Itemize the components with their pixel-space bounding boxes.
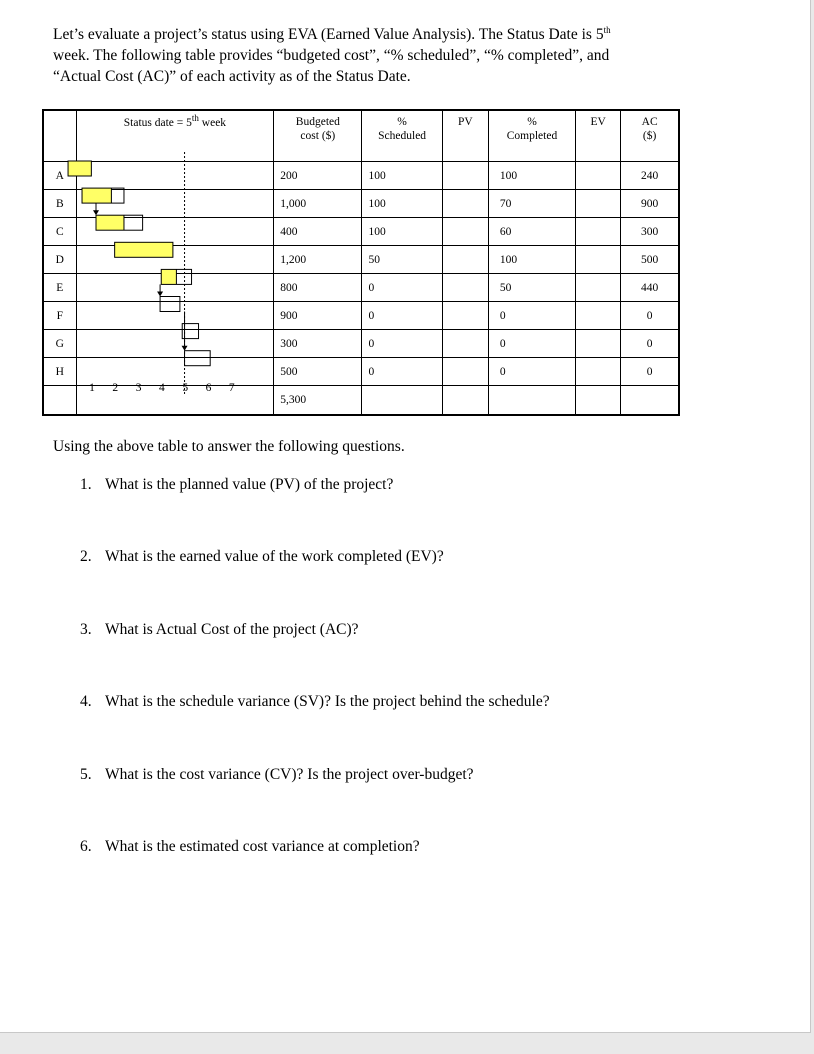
- table-row: [43, 302, 679, 330]
- intro-line-1: Let’s evaluate a project’s status using EVA (Earned Value Analysis). The Status Date is 5th: [53, 24, 611, 43]
- completed-cell: 70: [488, 190, 575, 218]
- budget-cell: 1,200: [274, 246, 362, 274]
- week-label-6: 6: [205, 382, 212, 394]
- week-label-5: 5: [182, 382, 189, 394]
- completed-cell: 0: [488, 330, 575, 358]
- ev-cell: [576, 246, 621, 274]
- completed-cell: 100: [488, 246, 575, 274]
- question-4: 4. What is the schedule variance (SV)? Is the project behind the schedule?: [80, 693, 550, 710]
- header-pv: PV: [442, 110, 488, 162]
- activity-label: F: [43, 302, 76, 330]
- scheduled-cell: 0: [362, 330, 442, 358]
- budget-cell: 900: [274, 302, 362, 330]
- header-ac: AC ($): [621, 110, 679, 162]
- completed-cell: 50: [488, 274, 575, 302]
- completed-cell: 0: [488, 358, 575, 386]
- gantt-cell: [76, 330, 274, 358]
- ac-cell: 900: [621, 190, 679, 218]
- ev-cell: [576, 302, 621, 330]
- activity-label: A: [43, 162, 76, 190]
- pv-cell: [442, 190, 488, 218]
- table-row: [43, 358, 679, 386]
- total-ac-cell: [621, 386, 679, 416]
- pv-cell: [442, 302, 488, 330]
- budget-cell: 500: [274, 358, 362, 386]
- question-5: 5. What is the cost variance (CV)? Is the project over-budget?: [80, 766, 474, 783]
- total-scheduled-cell: [362, 386, 442, 416]
- scheduled-cell: 100: [362, 190, 442, 218]
- intro-line-3: “Actual Cost (AC)” of each activity as of the Status Date.: [53, 68, 411, 85]
- budget-cell: 400: [274, 218, 362, 246]
- pv-cell: [442, 274, 488, 302]
- question-2: 2. What is the earned value of the work completed (EV)?: [80, 548, 444, 565]
- activity-label: B: [43, 190, 76, 218]
- gantt-cell: [76, 218, 274, 246]
- week-label-1: 1: [89, 382, 95, 394]
- scheduled-cell: 0: [362, 302, 442, 330]
- ac-cell: 0: [621, 358, 679, 386]
- ev-cell: [576, 162, 621, 190]
- total-ev-cell: [576, 386, 621, 416]
- intro-paragraph: [53, 24, 693, 87]
- intro-line-2: week. The following table provides “budgeted cost”, “% scheduled”, “% completed”, and: [53, 47, 610, 64]
- ac-cell: 0: [621, 330, 679, 358]
- week-label-2: 2: [112, 382, 119, 394]
- ac-cell: 500: [621, 246, 679, 274]
- activity-label: G: [43, 330, 76, 358]
- gantt-cell: [76, 358, 274, 386]
- table-row: [43, 330, 679, 358]
- gantt-cell: [76, 190, 274, 218]
- ev-cell: [576, 190, 621, 218]
- total-activity-cell: [43, 386, 76, 416]
- budget-cell: 200: [274, 162, 362, 190]
- pv-cell: [442, 246, 488, 274]
- gantt-cell: [76, 274, 274, 302]
- total-pv-cell: [442, 386, 488, 416]
- pv-cell: [442, 162, 488, 190]
- questions-intro: Using the above table to answer the following questions.: [53, 438, 405, 455]
- ac-cell: 300: [621, 218, 679, 246]
- table-row: [43, 246, 679, 274]
- ac-cell: 240: [621, 162, 679, 190]
- table-header-row: [43, 110, 679, 162]
- budget-cell: 800: [274, 274, 362, 302]
- eva-table: [42, 109, 680, 416]
- pv-cell: [442, 218, 488, 246]
- week-label-3: 3: [135, 382, 142, 394]
- ac-cell: 0: [621, 302, 679, 330]
- activity-label: D: [43, 246, 76, 274]
- ev-cell: [576, 218, 621, 246]
- scheduled-cell: 100: [362, 218, 442, 246]
- table-total-row: [43, 386, 679, 416]
- ev-cell: [576, 358, 621, 386]
- completed-cell: 0: [488, 302, 575, 330]
- gantt-cell: [76, 162, 274, 190]
- table-row: [43, 190, 679, 218]
- gantt-cell: [76, 246, 274, 274]
- activity-label: C: [43, 218, 76, 246]
- question-1: 1. What is the planned value (PV) of the project?: [80, 476, 394, 493]
- budget-cell: 300: [274, 330, 362, 358]
- ev-cell: [576, 274, 621, 302]
- activity-label: H: [43, 358, 76, 386]
- ac-cell: 440: [621, 274, 679, 302]
- ev-cell: [576, 330, 621, 358]
- table-row: [43, 162, 679, 190]
- header-ev: EV: [576, 110, 621, 162]
- gantt-cell: [76, 302, 274, 330]
- scheduled-cell: 0: [362, 358, 442, 386]
- activity-label: E: [43, 274, 76, 302]
- header-percent-scheduled: % Scheduled: [362, 110, 442, 162]
- header-budgeted-cost: Budgeted cost ($): [274, 110, 362, 162]
- budget-cell: 1,000: [274, 190, 362, 218]
- completed-cell: 100: [488, 162, 575, 190]
- header-percent-completed: % Completed: [488, 110, 575, 162]
- table-row: [43, 218, 679, 246]
- header-status-date: Status date = 5th week: [76, 110, 274, 162]
- total-completed-cell: [488, 386, 575, 416]
- scheduled-cell: 50: [362, 246, 442, 274]
- scheduled-cell: 0: [362, 274, 442, 302]
- header-activity-cell: [43, 110, 76, 162]
- pv-cell: [442, 358, 488, 386]
- question-6: 6. What is the estimated cost variance at completion?: [80, 838, 420, 855]
- scheduled-cell: 100: [362, 162, 442, 190]
- week-label-4: 4: [159, 382, 165, 394]
- week-scale-cell: [76, 386, 274, 416]
- completed-cell: 60: [488, 218, 575, 246]
- question-3: 3. What is Actual Cost of the project (AC)?: [80, 621, 359, 638]
- pv-cell: [442, 330, 488, 358]
- total-budget: 5,300: [274, 386, 362, 416]
- table-row: [43, 274, 679, 302]
- week-label-7: 7: [228, 382, 235, 394]
